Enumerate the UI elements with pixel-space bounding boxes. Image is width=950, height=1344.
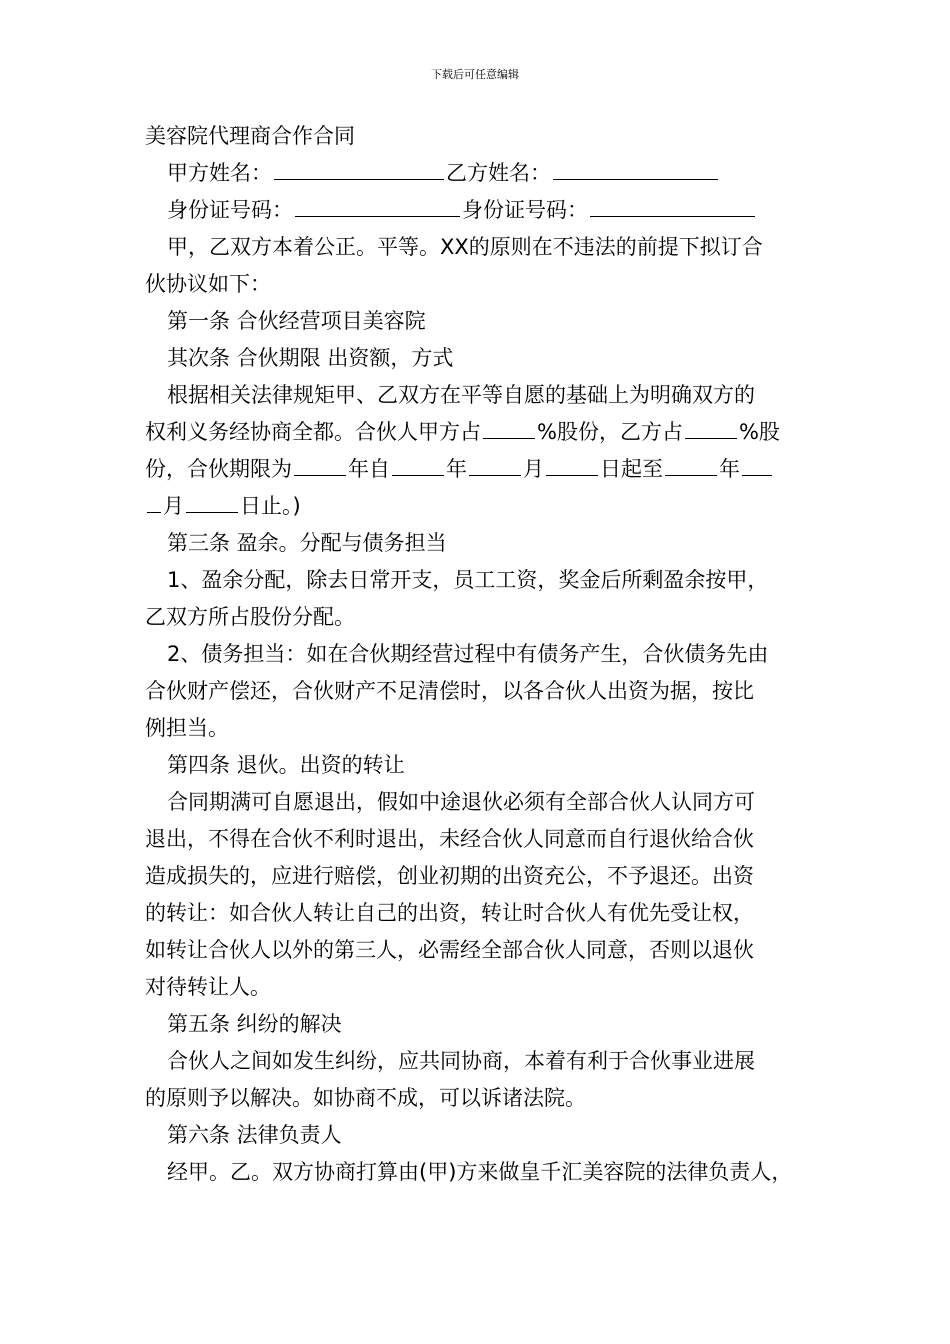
article-2-line-3 xyxy=(145,451,825,488)
article-3-line-4: 合伙财产偿还，合伙财产不足清偿时，以各合伙人出资为据，按比 xyxy=(145,679,754,703)
text-segment: 日止。) xyxy=(240,494,301,518)
party-a-id-label: 身份证号码： xyxy=(167,198,293,222)
text-segment: 年 xyxy=(446,457,467,481)
article-4-line-1: 合同期满可自愿退出，假如中途退伙必须有全部合伙人认同方可 xyxy=(167,790,755,814)
party-a-name-blank xyxy=(274,157,444,180)
blank xyxy=(392,453,444,476)
intro-line-1: 甲，乙双方本着公正。平等。XX的原则在不违法的前提下拟订合 xyxy=(167,235,763,259)
text-segment: 月 xyxy=(523,457,544,481)
text-segment: 权利义务经协商全都。合伙人甲方占 xyxy=(145,420,481,444)
text-segment: 份，合伙期限为 xyxy=(145,457,292,481)
text-segment: 年自 xyxy=(348,457,390,481)
party-a-name-label: 甲方姓名： xyxy=(167,161,272,185)
blank xyxy=(186,490,238,513)
article-4-line-4: 的转让：如合伙人转让自己的出资，转让时合伙人有优先受让权， xyxy=(145,901,754,925)
article-5-heading: 第五条 纠纷的解决 xyxy=(167,1012,342,1036)
blank xyxy=(665,453,717,476)
article-3-line-2: 乙双方所占股份分配。 xyxy=(145,605,355,629)
contract-document xyxy=(145,118,825,1191)
text-segment: 日起至 xyxy=(600,457,663,481)
article-4-line-3: 造成损失的，应进行赔偿，创业初期的出资充公，不予退还。出资 xyxy=(145,864,754,888)
article-5-line-2: 的原则予以解决。如协商不成，可以诉诸法院。 xyxy=(145,1086,586,1110)
party-b-name-label: 乙方姓名： xyxy=(446,161,551,185)
article-2-line-1: 根据相关法律规矩甲、乙双方在平等自愿的基础上为明确双方的 xyxy=(167,383,755,407)
blank xyxy=(483,416,535,439)
article-2-line-4 xyxy=(145,488,825,525)
header-note: 下载后可任意编辑 xyxy=(431,68,519,81)
article-4-heading: 第四条 退伙。出资的转让 xyxy=(167,753,405,777)
text-segment: 年 xyxy=(719,457,740,481)
article-4-line-2: 退出，不得在合伙不利时退出，未经合伙人同意而自行退伙给合伙 xyxy=(145,827,754,851)
party-a-id-blank xyxy=(295,194,460,217)
blank xyxy=(469,453,521,476)
article-3-line-5: 例担当。 xyxy=(145,716,229,740)
document-title: 美容院代理商合作合同 xyxy=(145,124,355,148)
text-segment: 月 xyxy=(163,494,184,518)
party-b-id-blank xyxy=(590,194,755,217)
article-4-line-6: 对待转让人。 xyxy=(145,975,271,999)
blank xyxy=(685,416,737,439)
article-2-line-2 xyxy=(145,414,825,451)
article-6-heading: 第六条 法律负责人 xyxy=(167,1123,342,1147)
article-4-line-5: 如转让合伙人以外的第三人，必需经全部合伙人同意，否则以退伙 xyxy=(145,938,754,962)
article-3-line-3: 2、债务担当：如在合伙期经营过程中有债务产生，合伙债务先由 xyxy=(167,642,769,666)
party-b-name-blank xyxy=(553,157,718,180)
blank xyxy=(742,453,772,476)
article-5-line-1: 合伙人之间如发生纠纷，应共同协商，本着有利于合伙事业进展 xyxy=(167,1049,755,1073)
party-names-line xyxy=(145,155,825,192)
blank xyxy=(294,453,346,476)
article-6-line-1: 经甲。乙。双方协商打算由(甲)方来做皇千汇美容院的法律负责人， xyxy=(167,1160,793,1184)
blank xyxy=(147,490,161,513)
text-segment: %股 xyxy=(738,420,780,444)
article-2-heading: 其次条 合伙期限 出资额，方式 xyxy=(167,346,454,370)
id-numbers-line xyxy=(145,192,825,229)
blank xyxy=(546,453,598,476)
article-3-line-1: 1、盈余分配，除去日常开支，员工工资，奖金后所剩盈余按甲， xyxy=(167,568,769,592)
article-1-heading: 第一条 合伙经营项目美容院 xyxy=(167,309,426,333)
article-3-heading: 第三条 盈余。分配与债务担当 xyxy=(167,531,447,555)
intro-line-2: 伙协议如下： xyxy=(145,272,271,296)
party-b-id-label: 身份证号码： xyxy=(462,198,588,222)
text-segment: %股份，乙方占 xyxy=(537,420,683,444)
